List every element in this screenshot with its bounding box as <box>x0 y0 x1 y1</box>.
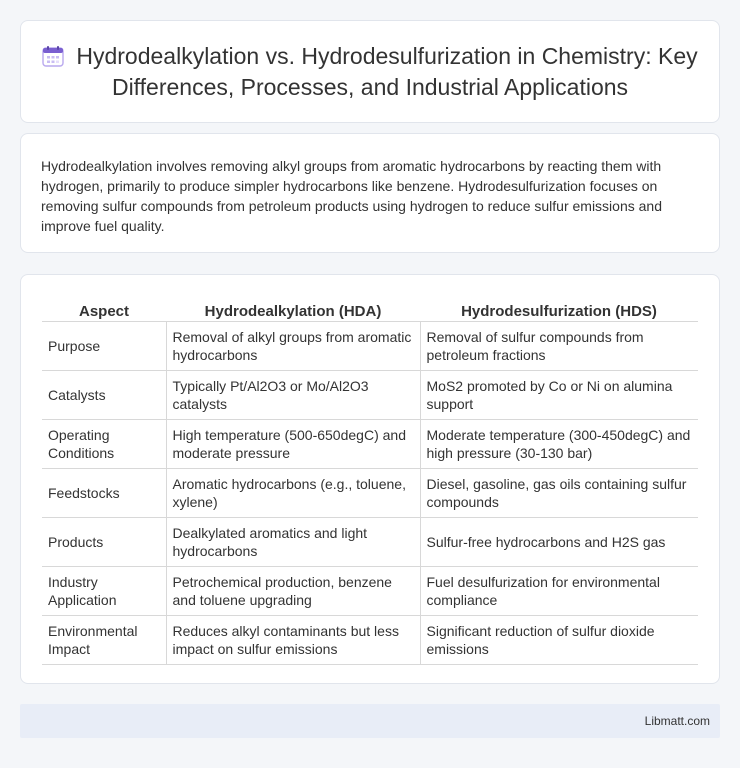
table-row <box>42 468 698 517</box>
table-row <box>42 566 698 615</box>
header-hda: Hydrodealkylation (HDA) <box>166 295 420 321</box>
page-title <box>41 41 699 103</box>
comparison-table <box>42 295 698 665</box>
table-row <box>42 517 698 566</box>
row-hda: Petrochemical production, benzene and toluene upgrading <box>166 566 420 615</box>
row-aspect: Catalysts <box>42 370 166 419</box>
page-title-text: Hydrodealkylation vs. Hydrodesulfurization in Chemistry: Key Differences, Processes, and Industrial Applications <box>76 42 698 100</box>
row-aspect: Feedstocks <box>42 468 166 517</box>
row-hds: Diesel, gasoline, gas oils containing sulfur compounds <box>420 468 698 517</box>
table-row <box>42 419 698 468</box>
row-hds: Sulfur-free hydrocarbons and H2S gas <box>420 517 698 566</box>
row-hda: Dealkylated aromatics and light hydrocarbons <box>166 517 420 566</box>
title-wrap <box>21 21 719 122</box>
header-hds: Hydrodesulfurization (HDS) <box>420 295 698 321</box>
row-hds: Removal of sulfur compounds from petroleum fractions <box>420 321 698 370</box>
header-aspect: Aspect <box>42 295 166 321</box>
footer <box>20 704 720 738</box>
row-aspect: Purpose <box>42 321 166 370</box>
row-hds: Fuel desulfurization for environmental compliance <box>420 566 698 615</box>
row-hda: Typically Pt/Al2O3 or Mo/Al2O3 catalysts <box>166 370 420 419</box>
intro-card <box>20 133 720 253</box>
row-hda: Reduces alkyl contaminants but less impact on sulfur emissions <box>166 615 420 664</box>
row-hds: MoS2 promoted by Co or Ni on alumina support <box>420 370 698 419</box>
row-aspect: Operating Conditions <box>42 419 166 468</box>
calendar-icon <box>42 45 64 67</box>
row-hda: Aromatic hydrocarbons (e.g., toluene, xylene) <box>166 468 420 517</box>
footer-brand-link[interactable]: Libmatt.com <box>644 714 710 728</box>
row-aspect: Environmental Impact <box>42 615 166 664</box>
row-aspect: Industry Application <box>42 566 166 615</box>
row-aspect: Products <box>42 517 166 566</box>
row-hds: Significant reduction of sulfur dioxide emissions <box>420 615 698 664</box>
intro-paragraph: Hydrodealkylation involves removing alkyl groups from aromatic hydrocarbons by reacting them with hydrogen, primarily to produce simpler hydrocarbons like benzene. Hydrodesulfurization focuses on removing sulfur compounds from petroleum products using hydrogen to reduce sulfur emissions and improve fuel quality. <box>41 158 662 234</box>
row-hda: High temperature (500-650degC) and moderate pressure <box>166 419 420 468</box>
table-row <box>42 615 698 664</box>
table-row <box>42 321 698 370</box>
table-header-row <box>42 295 698 321</box>
title-card <box>20 20 720 123</box>
comparison-card <box>20 274 720 684</box>
row-hds: Moderate temperature (300-450degC) and high pressure (30-130 bar) <box>420 419 698 468</box>
row-hda: Removal of alkyl groups from aromatic hydrocarbons <box>166 321 420 370</box>
table-row <box>42 370 698 419</box>
